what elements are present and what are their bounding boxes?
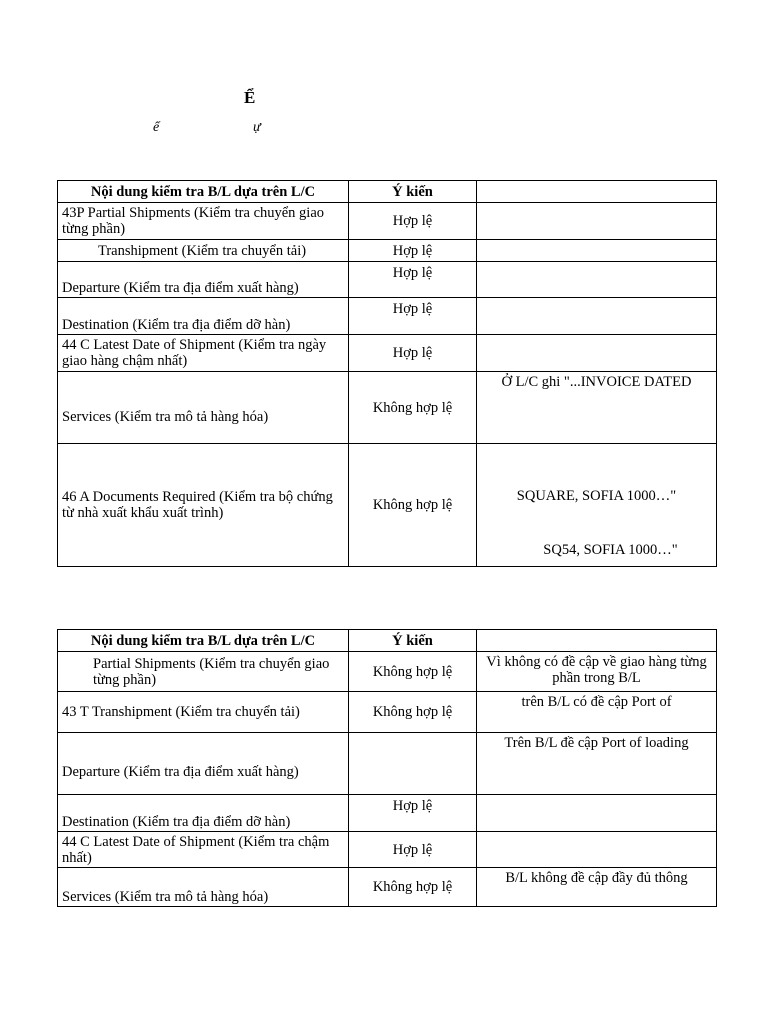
verdict-cell: Hợp lệ [349,262,477,298]
table-row [58,868,717,907]
header-note [477,181,717,203]
note-cell [477,240,717,262]
criterion-text: 44 C Latest Date of Shipment (Kiểm tra chậm nhất) [62,833,330,866]
bl-review-table-2 [57,629,717,907]
table-header-row [58,630,717,652]
document-title: Ể [244,88,256,107]
note-cell [477,832,717,868]
note-line: SQUARE, SOFIA 1000…" [516,488,677,504]
table-row [58,692,717,733]
table-header-row [58,181,717,203]
note-cell [477,335,717,372]
criterion-cell: Partial Shipments (Kiểm tra chuyển giao từng phần) [58,652,349,692]
note-cell: Vì không có đề cập về giao hàng từng phần trong B/L [477,652,717,692]
note-cell: Trên B/L đề cập Port of loading [477,733,717,795]
criterion-cell [58,832,349,868]
criterion-cell: 43P Partial Shipments (Kiểm tra chuyển giao từng phần) [58,203,349,240]
criterion-cell: Services (Kiểm tra mô tả hàng hóa) [58,868,349,907]
criterion-cell: Destination (Kiểm tra địa điểm dỡ hàn) [58,298,349,335]
verdict-cell: Hợp lệ [349,795,477,832]
table-row [58,795,717,832]
header-opinion: Ý kiến [349,630,477,652]
note-cell: trên B/L có đề cập Port of [477,692,717,733]
verdict-cell [349,733,477,795]
table-row [58,203,717,240]
table-row [58,444,717,567]
criterion-cell: Services (Kiểm tra mô tả hàng hóa) [58,372,349,444]
note-cell [477,203,717,240]
verdict-cell: Hợp lệ [349,335,477,372]
table-row [58,832,717,868]
verdict-cell: Không hợp lệ [349,444,477,567]
note-cell: B/L không đề cập đầy đủ thông [477,868,717,907]
verdict-cell: Hợp lệ [349,240,477,262]
document-subtitle-left: ể [153,120,160,135]
header-note [477,630,717,652]
table-row [58,335,717,372]
criterion-cell: 43 T Transhipment (Kiểm tra chuyển tải) [58,692,349,733]
note-cell [477,444,717,567]
header-criterion: Nội dung kiểm tra B/L dựa trên L/C [58,630,349,652]
header-opinion: Ý kiến [349,181,477,203]
header-criterion: Nội dung kiểm tra B/L dựa trên L/C [58,181,349,203]
table-row [58,652,717,692]
note-cell [477,298,717,335]
table-row [58,733,717,795]
table-row [58,240,717,262]
table-row [58,298,717,335]
verdict-cell: Không hợp lệ [349,692,477,733]
note-line: SQ54, SOFIA 1000…" [543,542,678,558]
table-row [58,262,717,298]
verdict-cell: Hợp lệ [349,298,477,335]
criterion-cell: Departure (Kiểm tra địa điểm xuất hàng) [58,733,349,795]
criterion-cell: 46 A Documents Required (Kiểm tra bộ chứng từ nhà xuất khẩu xuất trình) [58,444,349,567]
note-cell [477,795,717,832]
criterion-cell: 44 C Latest Date of Shipment (Kiểm tra ngày giao hàng chậm nhất) [58,335,349,372]
criterion-cell: Departure (Kiểm tra địa điểm xuất hàng) [58,262,349,298]
criterion-cell: Destination (Kiểm tra địa điểm dỡ hàn) [58,795,349,832]
verdict-cell: Không hợp lệ [349,868,477,907]
criterion-cell: Transhipment (Kiểm tra chuyển tải) [58,240,349,262]
verdict-cell: Hợp lệ [349,832,477,868]
note-cell: Ở L/C ghi "...INVOICE DATED [477,372,717,444]
verdict-cell: Không hợp lệ [349,372,477,444]
verdict-cell: Hợp lệ [349,203,477,240]
note-cell [477,262,717,298]
document-subtitle-right: ự [253,120,261,135]
verdict-cell: Không hợp lệ [349,652,477,692]
bl-review-table-1 [57,180,717,567]
table-row [58,372,717,444]
